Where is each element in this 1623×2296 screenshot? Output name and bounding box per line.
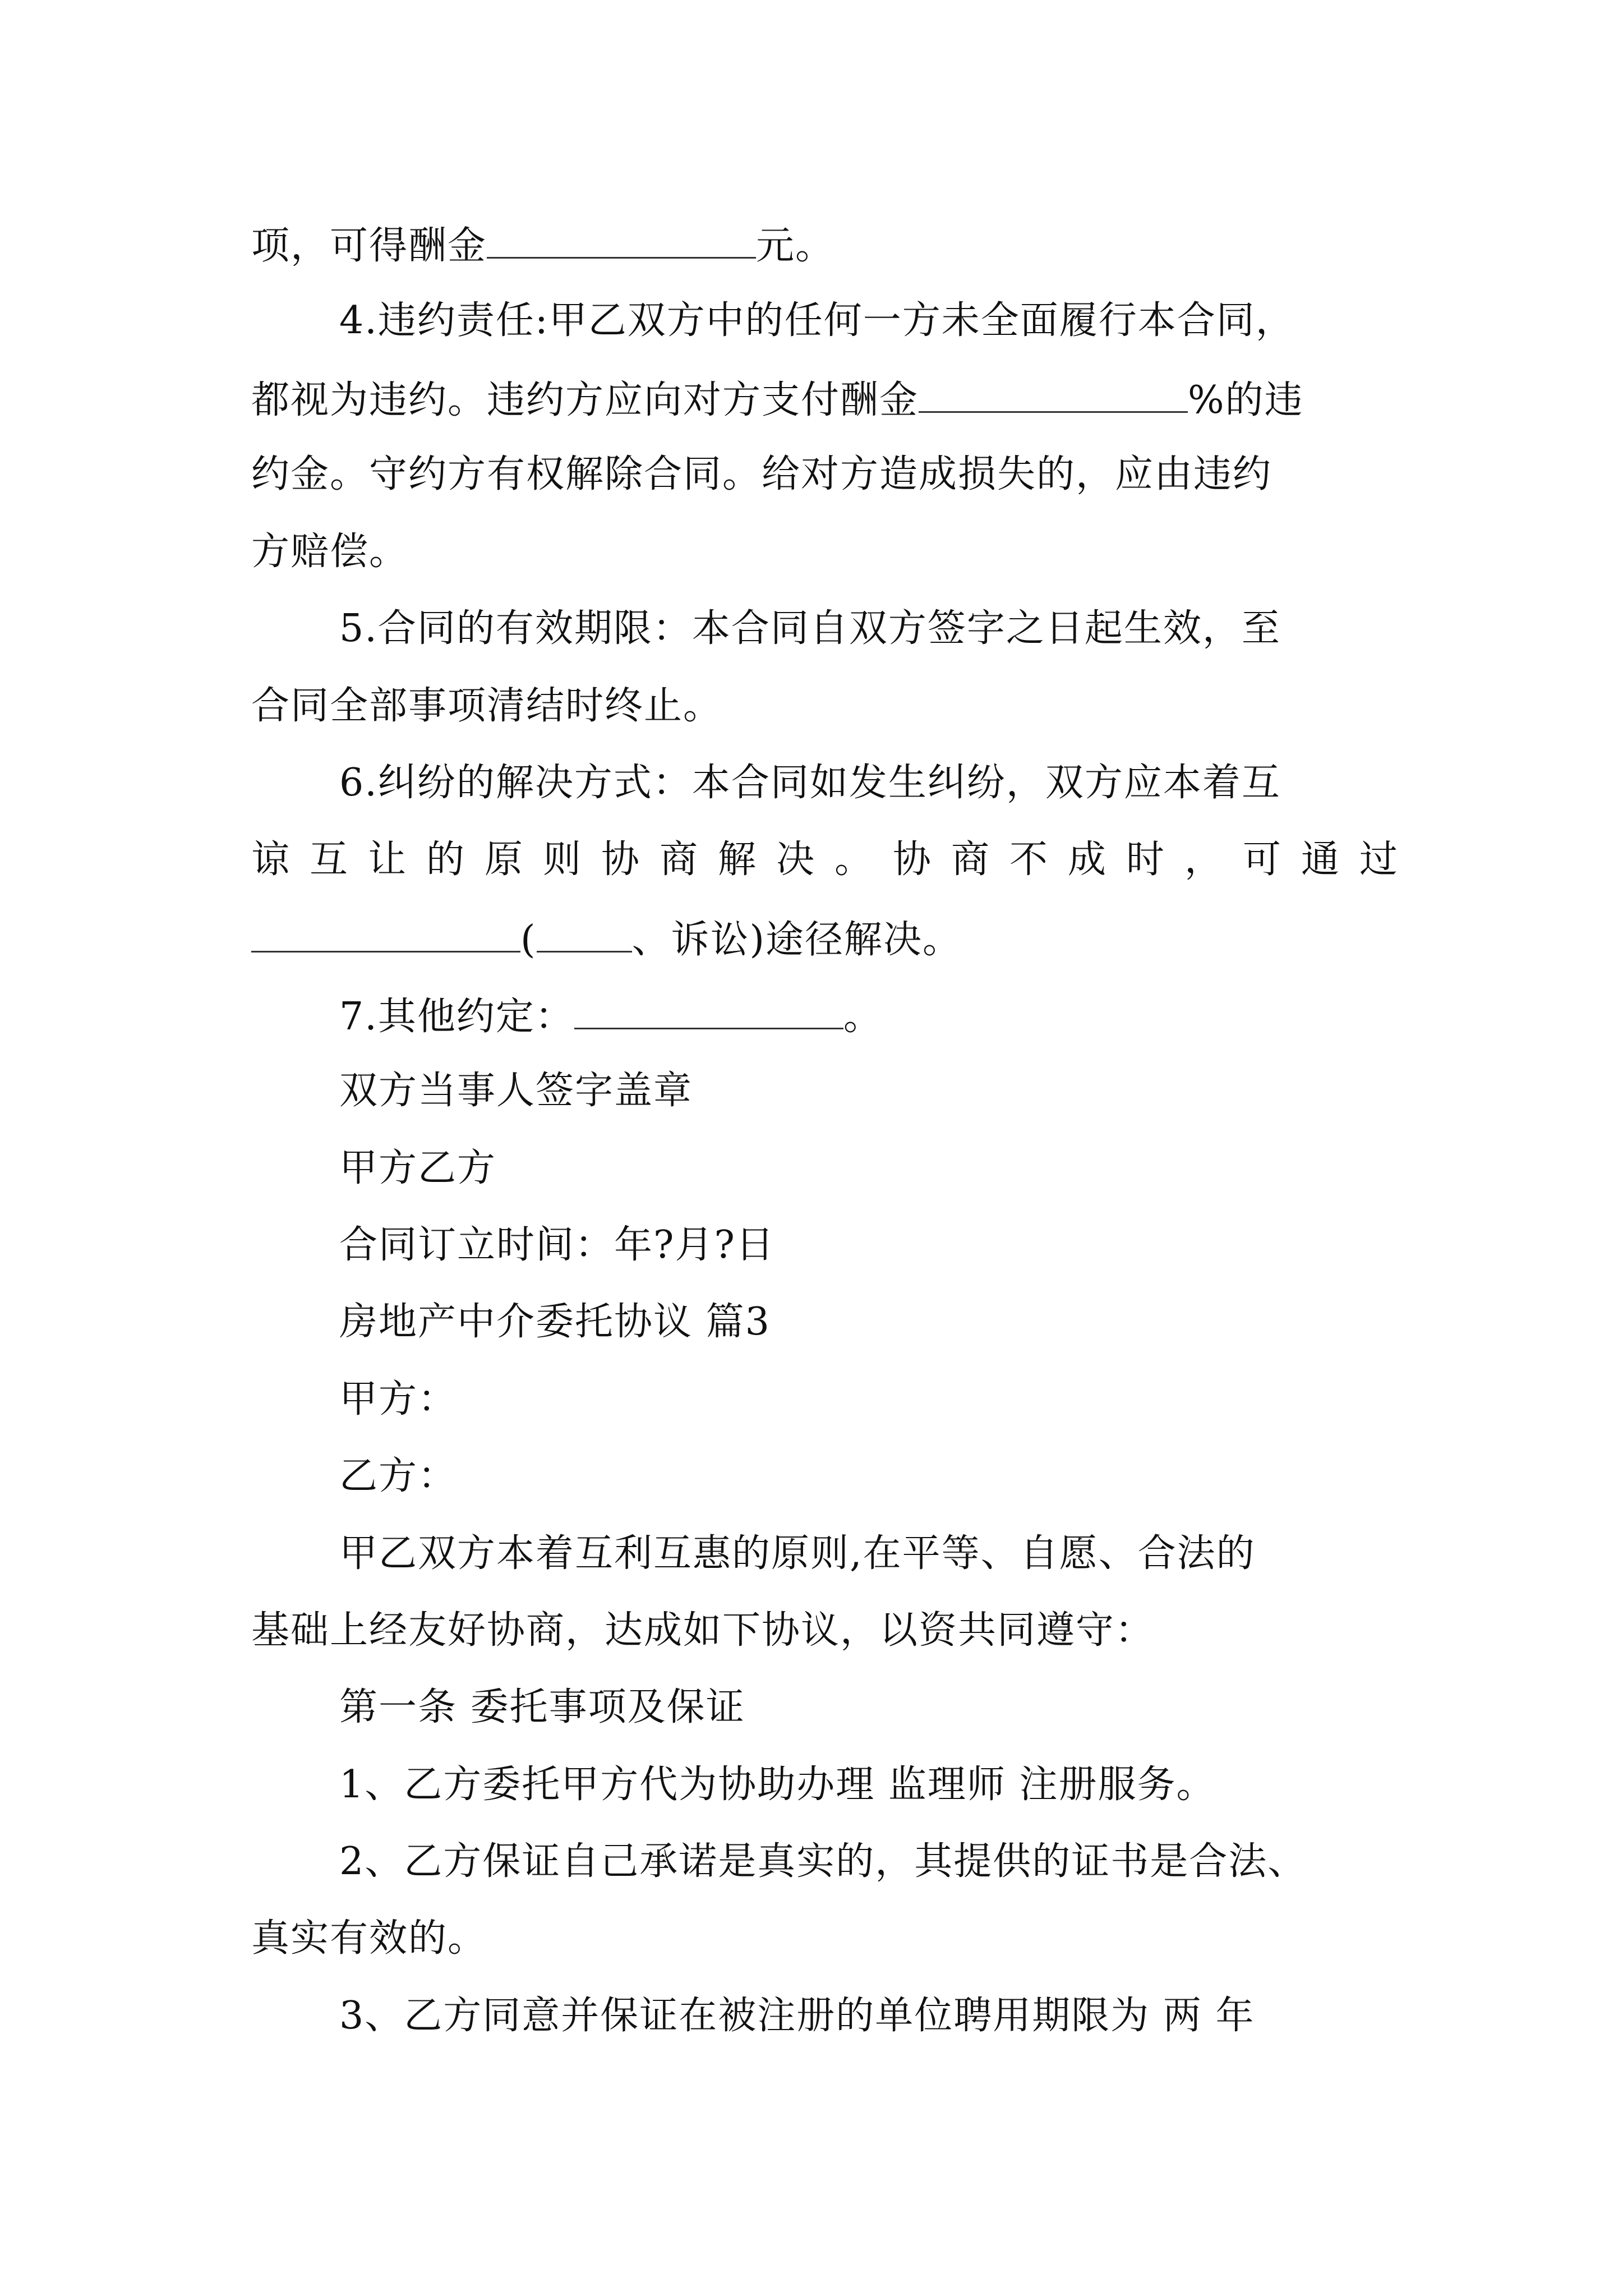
text-line: 基础上经友好协商，达成如下协议，以资共同遵守： [251, 1608, 1155, 1653]
text-line [251, 379, 1304, 420]
text-segment: 项，可得酬金 [251, 224, 487, 268]
text-line: 3、乙方同意并保证在被注册的单位聘用期限为 两 年 [339, 1994, 1255, 2038]
text-line [251, 918, 962, 962]
fill-in-blank [537, 918, 632, 953]
text-line: 乙方： [339, 1454, 458, 1498]
text-line: 合同全部事项清结时终止。 [251, 684, 723, 728]
fill-in-blank [574, 995, 843, 1029]
fill-in-blank [487, 224, 756, 259]
text-segment: 7.其他约定： [339, 995, 574, 1039]
text-line: 5.合同的有效期限：本合同自双方签字之日起生效，至 [339, 606, 1281, 651]
text-segment: 、诉讼)途径解决。 [631, 918, 962, 962]
text-line: 约金。守约方有权解除合同。给对方造成损失的，应由违约 [251, 452, 1272, 496]
text-line [251, 224, 835, 268]
text-line: 甲方乙方 [339, 1146, 497, 1190]
text-line: 4.违约责任:甲乙双方中的任何一方未全面履行本合同， [339, 298, 1295, 343]
text-line: 甲乙双方本着互利互惠的原则,在平等、自愿、合法的 [339, 1531, 1256, 1576]
text-segment: 元。 [756, 224, 835, 268]
fill-in-blank [919, 379, 1188, 413]
text-line: 双方当事人签字盖章 [339, 1069, 693, 1113]
text-segment: %的违 [1188, 378, 1304, 422]
text-line: 2、乙方保证自己承诺是真实的，其提供的证书是合法、 [339, 1839, 1307, 1884]
text-segment: ( [520, 918, 537, 962]
text-line: 合同订立时间：年?月?日 [339, 1223, 775, 1267]
text-line: 6.纠纷的解决方式：本合同如发生纠纷，双方应本着互 [339, 761, 1281, 805]
article-heading: 第一条 委托事项及保证 [339, 1685, 745, 1729]
text-line: 方赔偿。 [251, 530, 409, 574]
text-line: 真实有效的。 [251, 1916, 487, 1961]
section-heading: 房地产中介委托协议 篇3 [339, 1300, 771, 1344]
text-line: 谅互让的原则协商解决。协商不成时，可通过 [251, 838, 1418, 882]
text-line: 1、乙方委托甲方代为协助办理 监理师 注册服务。 [339, 1763, 1216, 1807]
text-line [339, 995, 883, 1039]
text-segment: 都视为违约。违约方应向对方支付酬金 [251, 378, 919, 422]
fill-in-blank [251, 918, 520, 953]
text-line: 甲方： [339, 1377, 458, 1421]
text-segment: 。 [843, 995, 883, 1039]
